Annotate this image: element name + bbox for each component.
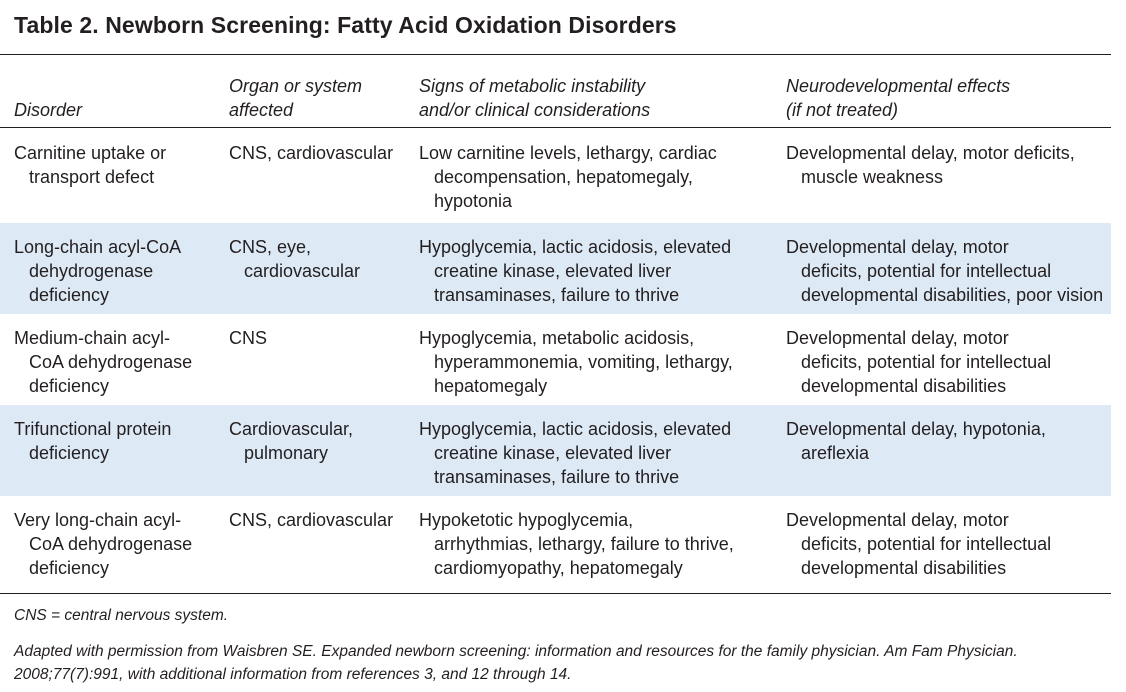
header-neuro-effects [786,74,1010,122]
table-title: Table 2. Newborn Screening: Fatty Acid Oxidation Disorders [14,12,677,38]
cell-line: Trifunctional protein [14,419,172,439]
cell-disorder [14,508,192,580]
header-line: Signs of metabolic instability [419,76,646,96]
cell-line: Hypoglycemia, metabolic acidosis, [419,328,695,348]
cell-line: dehydrogenase [29,261,154,281]
cell-line: deficiency [29,376,110,396]
header-line: (if not treated) [786,100,899,120]
cell-line: Medium-chain acyl- [14,328,171,348]
cell-line: transaminases, failure to thrive [434,285,680,305]
cell-line: deficits, potential for intellectual [801,534,1052,554]
cell-line: Long-chain acyl-CoA [14,237,182,257]
table-header [0,70,1111,128]
cell-disorder [14,235,181,307]
cell-line: deficiency [29,285,110,305]
cell-line: Developmental delay, motor [786,328,1009,348]
cell-line: hepatomegaly [434,376,548,396]
cell-line: CNS, cardiovascular [229,143,394,163]
footnote-line: 2008;77(7):991, with additional information from references 3, and 12 through 14. [14,666,572,683]
header-line: Organ or system [229,76,363,96]
cell-line: transaminases, failure to thrive [434,467,680,487]
cell-line: Low carnitine levels, lethargy, cardiac [419,143,717,163]
cell-signs [419,235,731,307]
cell-neuro-effects [786,235,1103,307]
cell-line: CNS, eye, [229,237,312,257]
cell-line: cardiomyopathy, hepatomegaly [434,558,683,578]
cell-disorder [14,141,166,189]
cell-line: CNS [229,328,268,348]
cell-line: developmental disabilities, poor vision [801,285,1104,305]
header-organ-system [229,74,362,122]
cell-signs [419,417,731,489]
cell-line: deficiency [29,558,110,578]
cell-line: deficits, potential for intellectual [801,261,1052,281]
cell-disorder [14,417,171,465]
cell-line: developmental disabilities [801,558,1007,578]
cell-line: Carnitine uptake or [14,143,167,163]
cell-line: Hypoglycemia, lactic acidosis, elevated [419,237,732,257]
cell-line: Hypoglycemia, lactic acidosis, elevated [419,419,732,439]
cell-neuro-effects [786,326,1051,398]
cell-neuro-effects [786,141,1075,189]
cell-line: decompensation, hepatomegaly, [434,167,693,187]
cell-line: Developmental delay, motor [786,237,1009,257]
table-row [0,314,1111,405]
cell-line: developmental disabilities [801,376,1007,396]
cell-line: Developmental delay, hypotonia, [786,419,1046,439]
table-row [0,223,1111,314]
cell-line: cardiovascular [244,261,361,281]
table-row [0,496,1111,591]
cell-organ-system [229,508,393,532]
cell-organ-system [229,417,353,465]
top-rule [0,54,1111,55]
cell-signs [419,508,734,580]
table-row [0,129,1111,223]
cell-line: deficits, potential for intellectual [801,352,1052,372]
cell-line: areflexia [801,443,870,463]
table-row [0,405,1111,496]
cell-organ-system [229,326,267,350]
header-line: Neurodevelopmental effects [786,76,1011,96]
cell-line: transport defect [29,167,155,187]
header-line: Disorder [14,100,83,120]
cell-neuro-effects [786,508,1051,580]
cell-line: hypotonia [434,191,513,211]
header-signs [419,74,650,122]
header-line: and/or clinical considerations [419,100,651,120]
cell-neuro-effects [786,417,1046,465]
cell-line: muscle weakness [801,167,944,187]
bottom-rule [0,593,1111,594]
header-disorder [14,98,82,122]
cell-line: pulmonary [244,443,329,463]
cell-signs [419,141,717,213]
cell-line: hyperammonemia, vomiting, lethargy, [434,352,733,372]
cell-line: Cardiovascular, [229,419,354,439]
cell-organ-system [229,235,360,283]
cell-signs [419,326,733,398]
footnote-line: Adapted with permission from Waisbren SE. Expanded newborn screening: information and resources for the family physician. Am Fam Physician. [14,643,1018,660]
header-rule [0,127,1111,128]
cell-line: creatine kinase, elevated liver [434,261,672,281]
table-body [0,129,1111,591]
cell-line: CNS, cardiovascular [229,510,394,530]
cell-line: Very long-chain acyl- [14,510,182,530]
cell-line: creatine kinase, elevated liver [434,443,672,463]
cell-line: arrhythmias, lethargy, failure to thrive, [434,534,734,554]
cell-line: Developmental delay, motor deficits, [786,143,1075,163]
cell-disorder [14,326,192,398]
cell-organ-system [229,141,393,165]
footnote-source [14,640,1111,686]
cell-line: CoA dehydrogenase [29,534,193,554]
footnote-abbreviation: CNS = central nervous system. [14,607,229,624]
cell-line: Hypoketotic hypoglycemia, [419,510,634,530]
cell-line: deficiency [29,443,110,463]
cell-line: Developmental delay, motor [786,510,1009,530]
header-line: affected [229,100,294,120]
cell-line: CoA dehydrogenase [29,352,193,372]
